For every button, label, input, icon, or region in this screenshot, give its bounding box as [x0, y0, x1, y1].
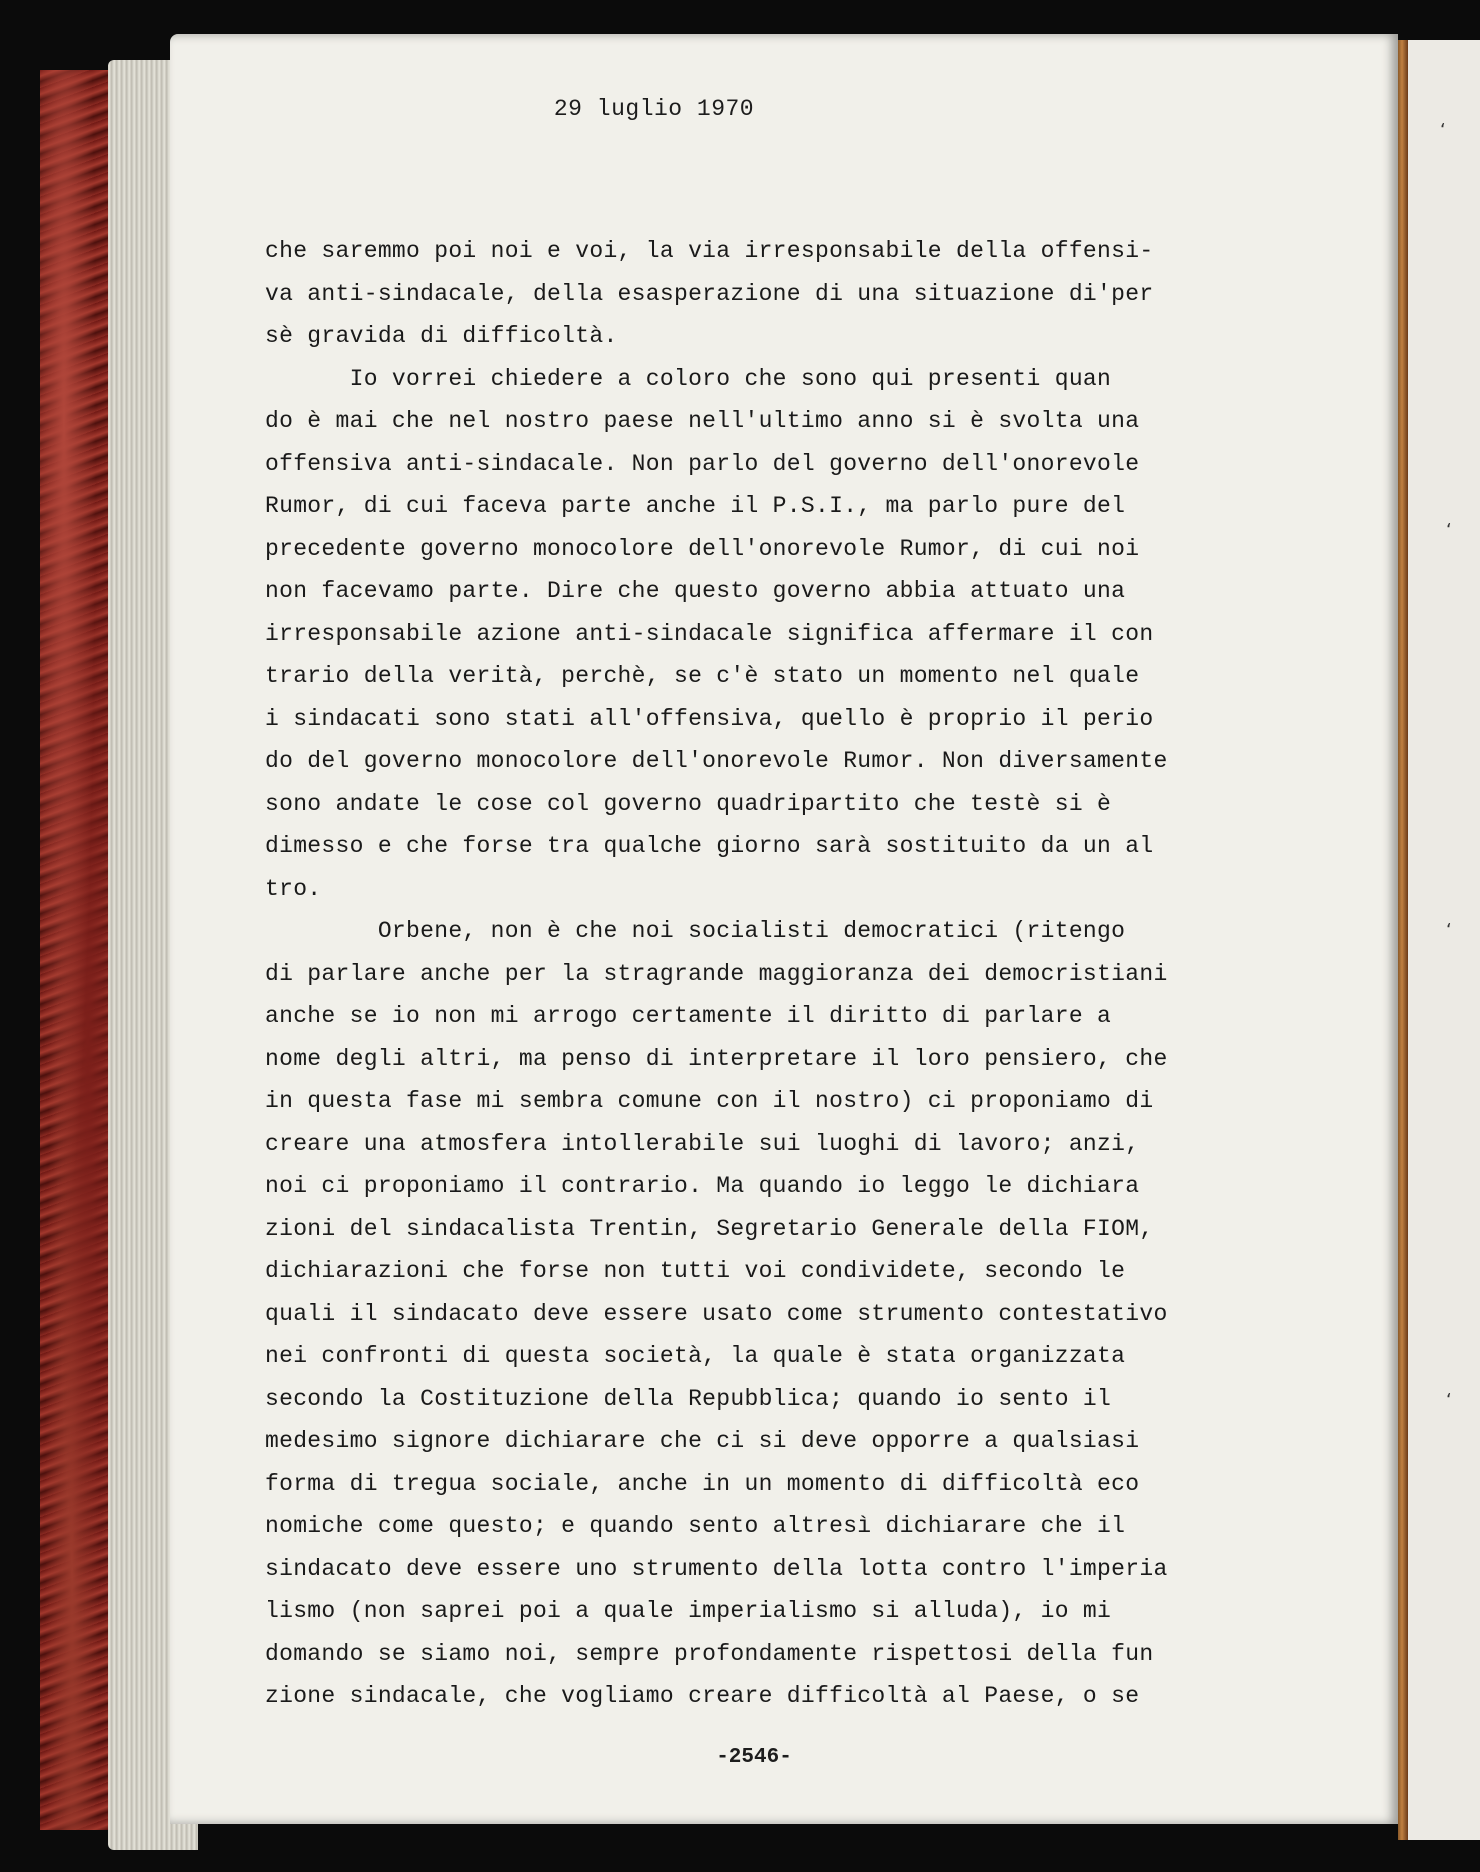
text-line: tro.: [265, 875, 322, 902]
text-line: i sindacati sono stati all'offensiva, quello è proprio il perio: [265, 705, 1154, 732]
text-line: nei confronti di questa società, la quale è stata organizzata: [265, 1343, 1126, 1369]
text-line: do del governo monocolore dell'onorevole Rumor. Non diversamente: [265, 748, 1168, 774]
text-line: anche se io non mi arrogo certamente il diritto di parlare a: [265, 1003, 1112, 1029]
text-line: lismo (non saprei poi a quale imperialismo si alluda), io mi: [265, 1598, 1112, 1624]
body-text: [265, 230, 1305, 1718]
margin-mark: ‘: [1446, 1390, 1452, 1411]
text-line: noi ci proponiamo il contrario. Ma quando io leggo le dichiara: [265, 1173, 1140, 1199]
binding-strip: [1398, 40, 1408, 1840]
adjacent-page: [1398, 40, 1480, 1840]
text-line: quali il sindacato deve essere usato come strumento contestativo: [265, 1300, 1168, 1327]
text-line: domando se siamo noi, sempre profondamente rispettosi della fun: [265, 1640, 1154, 1667]
document-page: [170, 34, 1398, 1824]
text-line: zione sindacale, che vogliamo creare difficoltà al Paese, o se: [265, 1683, 1140, 1709]
text-line: di parlare anche per la stragrande maggioranza dei democristiani: [265, 960, 1168, 987]
text-line: dichiarazioni che forse non tutti voi condividete, secondo le: [265, 1258, 1126, 1284]
text-line: do è mai che nel nostro paese nell'ultimo anno si è svolta una: [265, 408, 1140, 434]
text-line: nome degli altri, ma penso di interpretare il loro pensiero, che: [265, 1045, 1168, 1072]
text-line: offensiva anti-sindacale. Non parlo del governo dell'onorevole: [265, 450, 1140, 477]
text-line: dimesso e che forse tra qualche giorno sarà sostituito da un al: [265, 833, 1154, 859]
text-line: in questa fase mi sembra comune con il nostro) ci proponiamo di: [265, 1088, 1154, 1114]
margin-mark: ‘: [1446, 920, 1452, 941]
text-line: sindacato deve essere uno strumento della lotta contro l'imperia: [265, 1555, 1168, 1582]
text-line: Rumor, di cui faceva parte anche il P.S.I., ma parlo pure del: [265, 493, 1126, 519]
text-line: irresponsabile azione anti-sindacale significa affermare il con: [265, 620, 1154, 647]
text-line: Orbene, non è che noi socialisti democratici (ritengo: [265, 918, 1126, 944]
text-line: nomiche come questo; e quando sento altresì dichiarare che il: [265, 1513, 1126, 1539]
text-line: zioni del sindacalista Trentin, Segretario Generale della FIOM,: [265, 1215, 1154, 1242]
text-line: trario della verità, perchè, se c'è stato un momento nel quale: [265, 663, 1140, 689]
page-header-date: 29 luglio 1970: [553, 96, 755, 122]
text-line: precedente governo monocolore dell'onorevole Rumor, di cui noi: [265, 535, 1140, 562]
margin-mark: ‘: [1440, 120, 1446, 141]
text-line: Io vorrei chiedere a coloro che sono qui presenti quan: [265, 365, 1112, 392]
text-line: creare una atmosfera intollerabile sui luoghi di lavoro; anzi,: [265, 1130, 1140, 1157]
text-line: non facevamo parte. Dire che questo governo abbia attuato una: [265, 578, 1126, 604]
margin-mark: ‘: [1446, 520, 1452, 541]
text-line: forma di tregua sociale, anche in un momento di difficoltà eco: [265, 1470, 1140, 1497]
text-line: sè gravida di difficoltà.: [265, 323, 618, 349]
text-line: che saremmo poi noi e voi, la via irresponsabile della offensi-: [265, 238, 1154, 264]
text-line: sono andate le cose col governo quadripartito che testè si è: [265, 790, 1112, 817]
text-line: secondo la Costituzione della Repubblica; quando io sento il: [265, 1385, 1112, 1412]
text-line: va anti-sindacale, della esasperazione di una situazione di'per: [265, 280, 1154, 307]
text-line: medesimo signore dichiarare che ci si deve opporre a qualsiasi: [265, 1428, 1140, 1454]
page-number: -2546-: [716, 1746, 792, 1769]
